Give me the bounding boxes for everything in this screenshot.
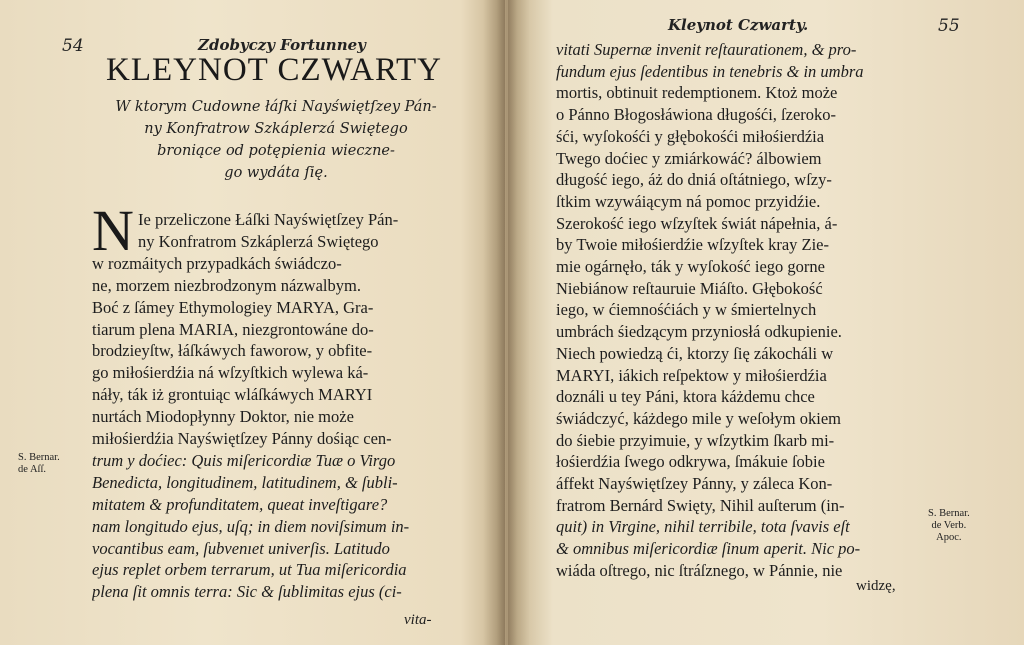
- text-line: nam longitudo ejus, uſq; in diem noviſsimum in-: [92, 516, 410, 536]
- text-line: Twego doćiec y zmiárkowáć? álbowiem: [556, 148, 822, 168]
- left-page: [0, 0, 505, 645]
- text-line: quit) in Virgine, nihil terribile, tota ſvavis eſt: [556, 517, 850, 537]
- text-line: do śiebie przyimuie, y wſzytkim ſkarb mi-: [556, 430, 835, 450]
- text-line: o Pánno Błogosłáwiona długośći, ſzeroko-: [556, 105, 837, 125]
- running-head: Zdobyczy Fortunney: [198, 36, 366, 54]
- catchword: widzę,: [856, 578, 896, 594]
- chapter-title: KLEYNOT CZWARTY: [106, 52, 442, 88]
- chapter-subtitle: [92, 96, 460, 184]
- text-line: w rozmáitych przypadkách świádczo-: [92, 253, 342, 273]
- gutter-shadow: [483, 0, 505, 645]
- subtitle-line: broniące od potępienia wieczne-: [157, 143, 395, 159]
- margin-note-line: S. Bernar.: [18, 452, 60, 463]
- gutter-shadow: [508, 0, 530, 645]
- margin-note: [18, 452, 60, 476]
- text-line: łośierdźia ſwego odkrywa, ſmákuie ſobie: [556, 452, 825, 472]
- text-line: brodzieyſtw, łáſkáwych faworow, y obfite-: [92, 341, 373, 361]
- text-line: Boć z ſámey Ethymologiey MARYA, Gra-: [92, 297, 374, 317]
- text-line: Niebiánow reſtauruie Miáſto. Głębokość: [556, 278, 823, 298]
- margin-note-line: Apoc.: [936, 532, 962, 543]
- running-head: Kleynot Czwarty.: [668, 16, 809, 34]
- subtitle-line: W ktorym Cudowne łáſki Nayświętſzey Pán-: [115, 99, 437, 115]
- text-line: vocantibus eam, ſubvenıet univerſis. Latitudo: [92, 538, 390, 558]
- text-line: nurtách Miodopłynny Doktor, nie może: [92, 407, 354, 427]
- text-line: áffekt Nayświętſzey Pánny, y záleca Kon-: [556, 474, 833, 493]
- text-line: doználi u tey Páni, ktora káżdemu chce: [556, 387, 815, 407]
- margin-note-line: S. Bernar.: [928, 508, 970, 519]
- margin-note-line: de Verb.: [931, 520, 967, 531]
- text-line: umbrách śiedzącym przyniosłá odkupienie.: [556, 322, 842, 342]
- text-line: by Twoie miłośierdźie wſzyſtek kray Zie-: [556, 235, 829, 255]
- text-line: mitatem & profunditatem, queat inveſtigare?: [92, 494, 388, 514]
- text-line: wiáda oſtrego, nic ſtráſznego, w Pánnie, nie: [556, 560, 843, 580]
- text-line: trum y doćiec: Quis miſericordiæ Tuæ o Virgo: [92, 450, 396, 470]
- text-line: Szerokość iego wſzyſtek świát nápełnia, á-: [556, 213, 838, 233]
- text-line: mie ogárnęło, ták y wyſokość iego gorne: [556, 257, 825, 276]
- text-line: świádczyć, káżdego mile y weſołym okiem: [556, 408, 841, 428]
- text-line: ne, morzem niezbrodzonym názwalbym.: [92, 275, 361, 295]
- text-line: mortis, obtinuit redemptionem. Ktoż może: [556, 83, 838, 103]
- text-line: Benedicta, longitudinem, latitudinem, & ſubli-: [92, 472, 398, 492]
- text-line: ejus replet orbem terrarum, ut Tua miſericordia: [92, 560, 407, 580]
- subtitle-line: ny Konfratrow Szkáplerzá Swiętego: [144, 121, 408, 137]
- text-line: MARYI, iákich reſpektow y miłośierdźia: [556, 365, 827, 385]
- text-line: fratrom Bernárd Swięty, Nihil auſterum (in-: [556, 495, 845, 515]
- right-page: [508, 0, 1024, 645]
- subtitle-line: go wydáta ſię.: [224, 165, 328, 181]
- text-line: go miłośierdźia ná wſzyſtkich wylewa ká-: [92, 363, 369, 383]
- text-line: vitati Supernæ invenit reſtaurationem, & pro-: [556, 40, 857, 59]
- text-line: długość iego, áż do dniá oſtátniego, wſzy-: [556, 170, 832, 190]
- text-line: fundum ejus ſedentibus in tenebris & in umbra: [556, 61, 864, 81]
- drop-cap: N: [92, 198, 134, 263]
- text-line: iego, w ćiemnośćiách y w śmiertelnych: [556, 300, 817, 320]
- text-line: náły, ták iż grontuiąc wláſkáwych MARYI: [92, 385, 373, 405]
- text-line: Ie przeliczone Łáſki Nayświętſzey Pán-: [138, 210, 399, 229]
- text-line: ſtkim wzywáiącym ná pomoc przyidźie.: [556, 191, 821, 211]
- text-line: & omnibus miſericordiæ ſinum aperit. Nic po-: [556, 539, 861, 559]
- text-line: ny Konfratrom Szkáplerzá Swiętego: [138, 231, 379, 251]
- text-line: miłośierdźia Nayświętſzey Pánny dośiąc cen-: [92, 429, 392, 448]
- page-number: 55: [938, 16, 960, 36]
- page-number: 54: [62, 36, 84, 56]
- margin-note: [928, 508, 970, 544]
- catchword: vita-: [404, 612, 432, 628]
- text-line: śći, wyſokośći y głębokośći miłośierdźia: [556, 126, 825, 146]
- text-line: plena ſit omnis terra: Sic & ſublimitas ejus (ci-: [92, 582, 402, 602]
- text-line: tiarum plena MARIA, niezgrontowáne do-: [92, 319, 374, 339]
- margin-note-line: de Aſſ.: [18, 464, 46, 475]
- text-line: Niech powiedzą ći, ktorzy ſię zákocháli w: [556, 343, 834, 363]
